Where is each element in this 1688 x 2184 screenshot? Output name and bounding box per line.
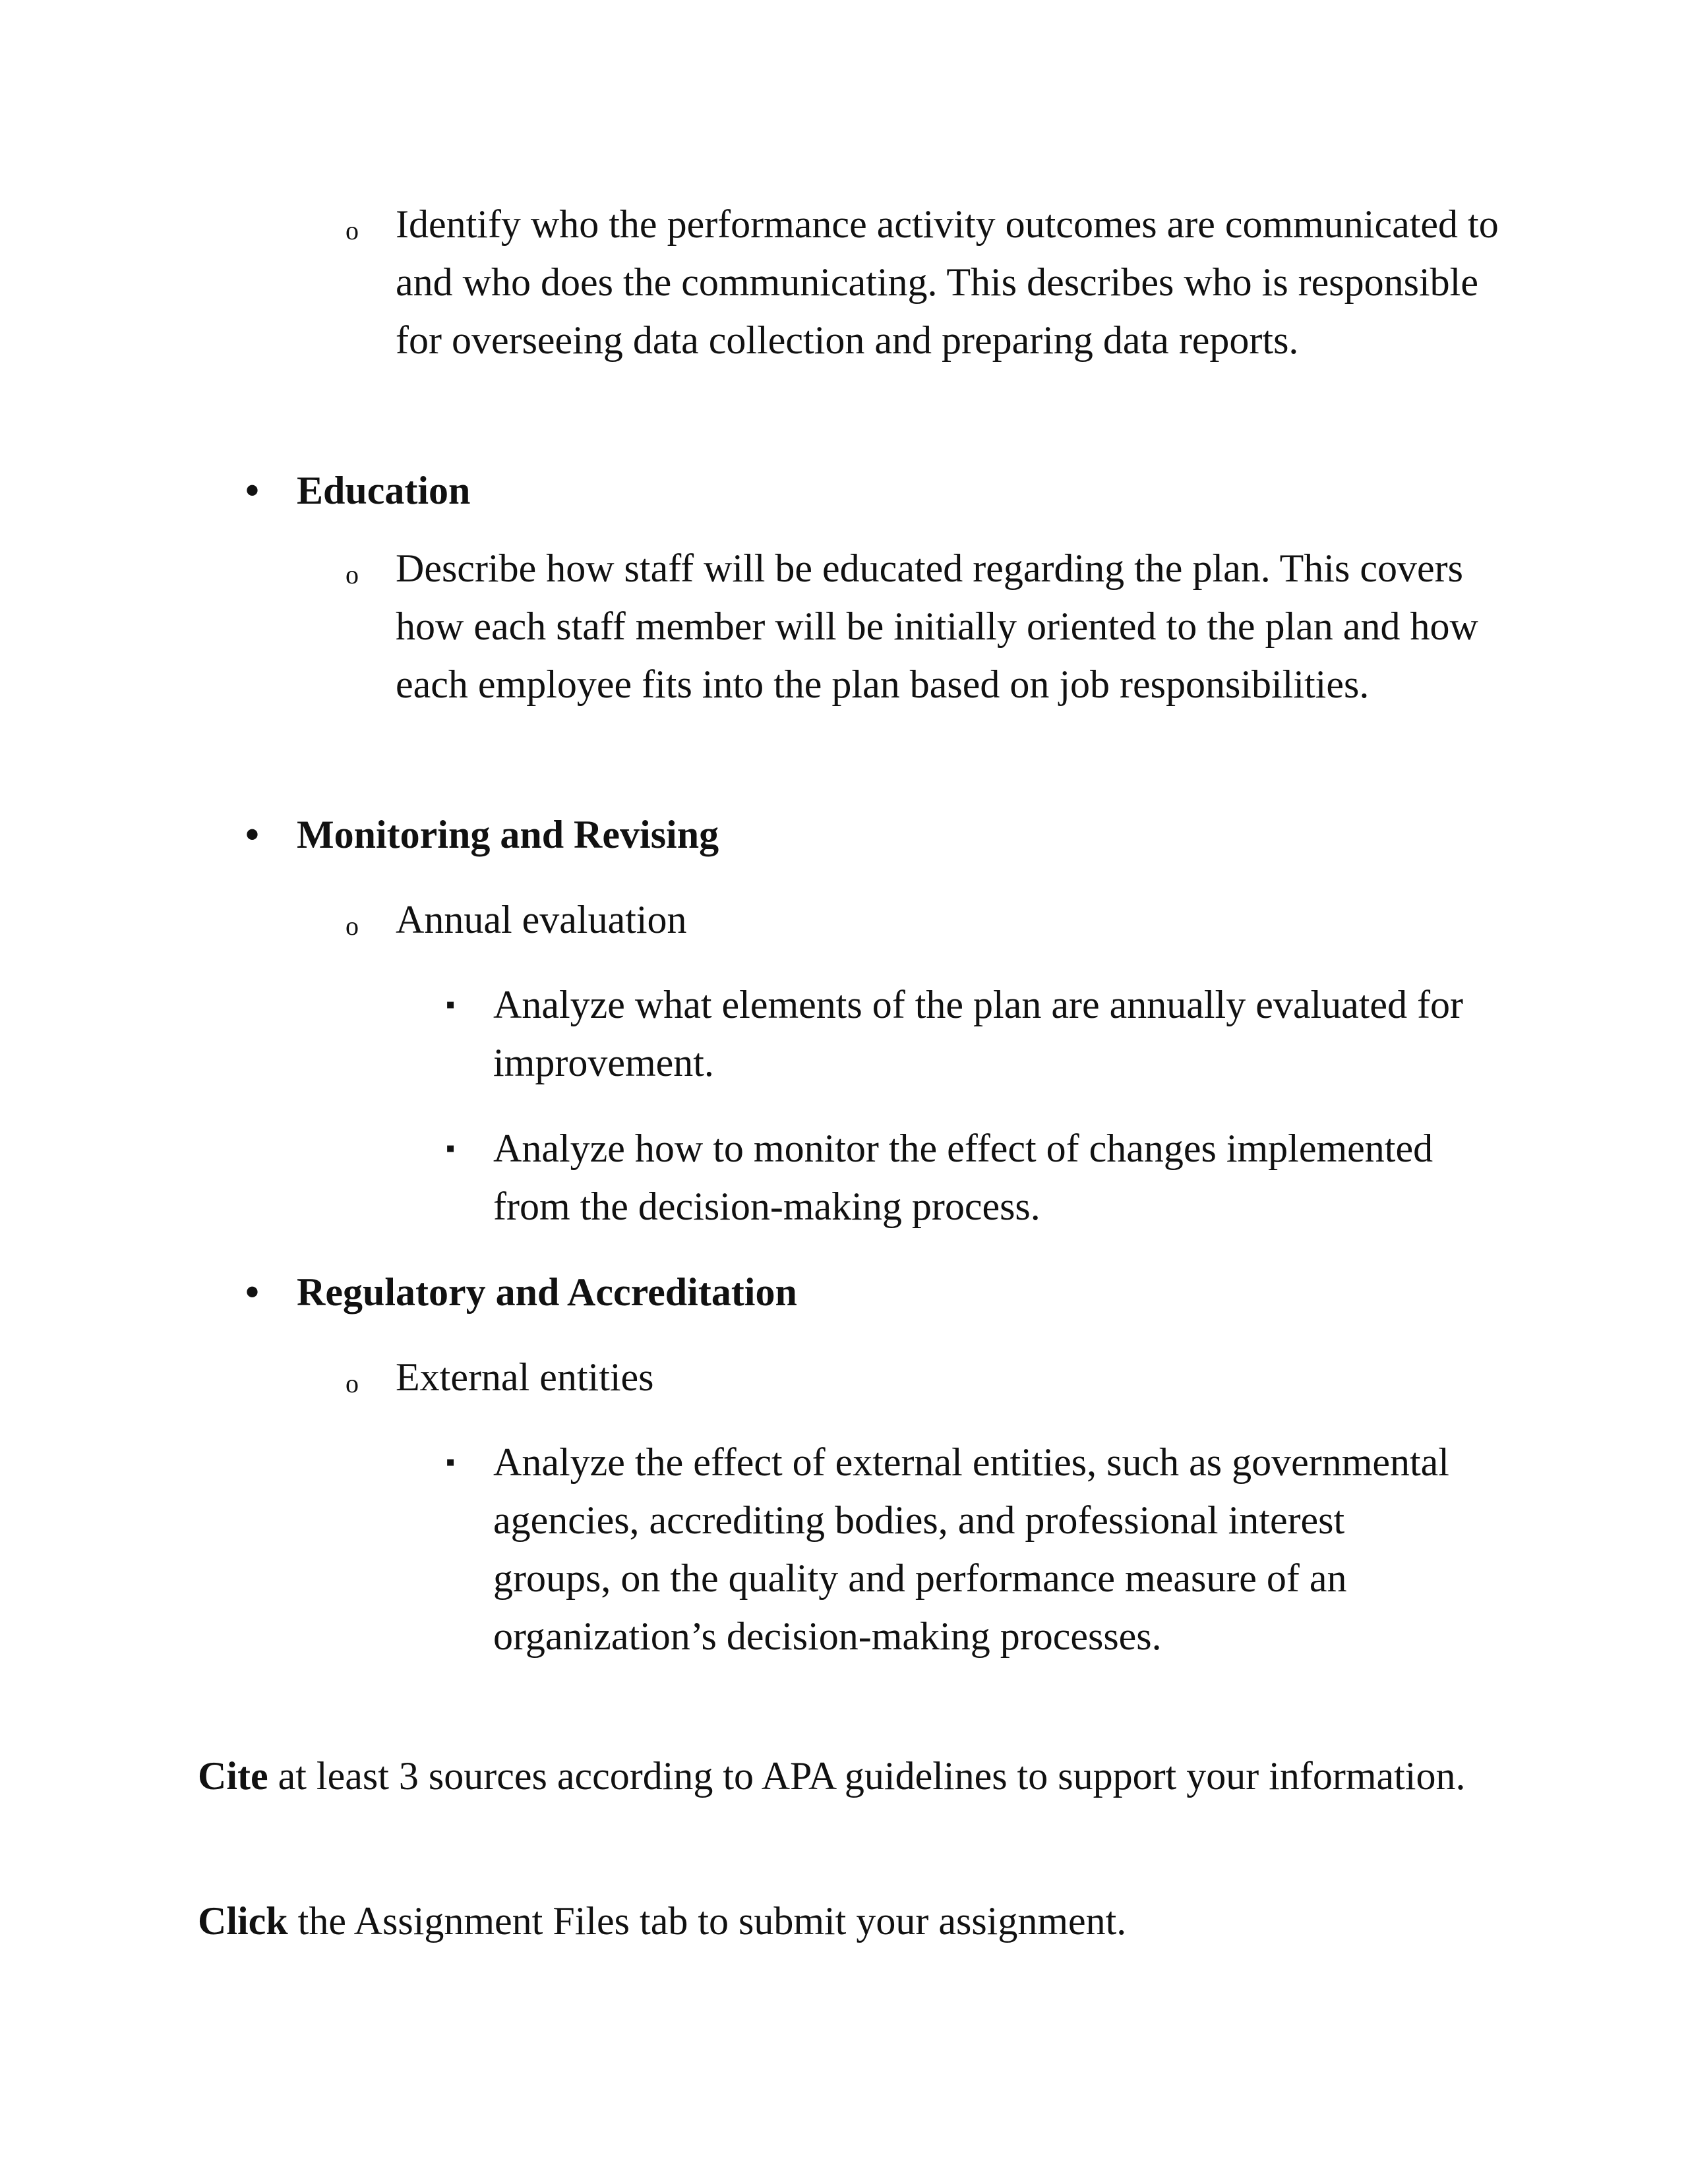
section-heading-education: Education (297, 469, 471, 512)
section-heading-regulatory: Regulatory and Accreditation (297, 1270, 797, 1314)
cite-text: at least 3 sources according to APA guidelines to support your information. (268, 1754, 1466, 1798)
square-bullet-icon: ▪ (446, 1447, 456, 1477)
circle-bullet-icon: o (346, 911, 359, 941)
paragraph-cite (198, 1747, 1484, 1805)
list-item-annual-evaluation: Annual evaluation (396, 898, 687, 941)
list-item-communication: Identify who the performance activity outcomes are communicated to and who does the communicating. This describes who is responsible for overseeing data collection and preparing data reports. (396, 202, 1499, 362)
disc-bullet-icon: • (245, 813, 260, 856)
disc-bullet-icon: • (245, 1270, 260, 1314)
square-bullet-icon: ▪ (446, 1133, 456, 1163)
click-text: the Assignment Files tab to submit your assignment. (287, 1899, 1127, 1943)
list-subitem-annual-2: Analyze how to monitor the effect of changes implemented from the decision-making process. (493, 1127, 1433, 1228)
list-subitem-external-1: Analyze the effect of external entities, such as governmental agencies, accrediting bodies, and professional interest groups, on the quality and performance measure of an organization’s decision-making processes. (493, 1440, 1449, 1658)
cite-keyword: Cite (198, 1754, 268, 1798)
section-heading-monitoring: Monitoring and Revising (297, 813, 719, 856)
square-bullet-icon: ▪ (446, 989, 456, 1019)
circle-bullet-icon: o (346, 1369, 359, 1398)
paragraph-click (198, 1892, 1484, 1950)
disc-bullet-icon: • (245, 469, 260, 512)
list-item-external-entities: External entities (396, 1355, 654, 1399)
click-keyword: Click (198, 1899, 288, 1943)
circle-bullet-icon: o (346, 560, 359, 589)
circle-bullet-icon: o (346, 216, 359, 245)
list-item-education: Describe how staff will be educated regarding the plan. This covers how each staff member will be initially oriented to the plan and how each employee fits into the plan based on job responsibilities. (396, 546, 1478, 706)
list-subitem-annual-1: Analyze what elements of the plan are annually evaluated for improvement. (493, 983, 1464, 1084)
